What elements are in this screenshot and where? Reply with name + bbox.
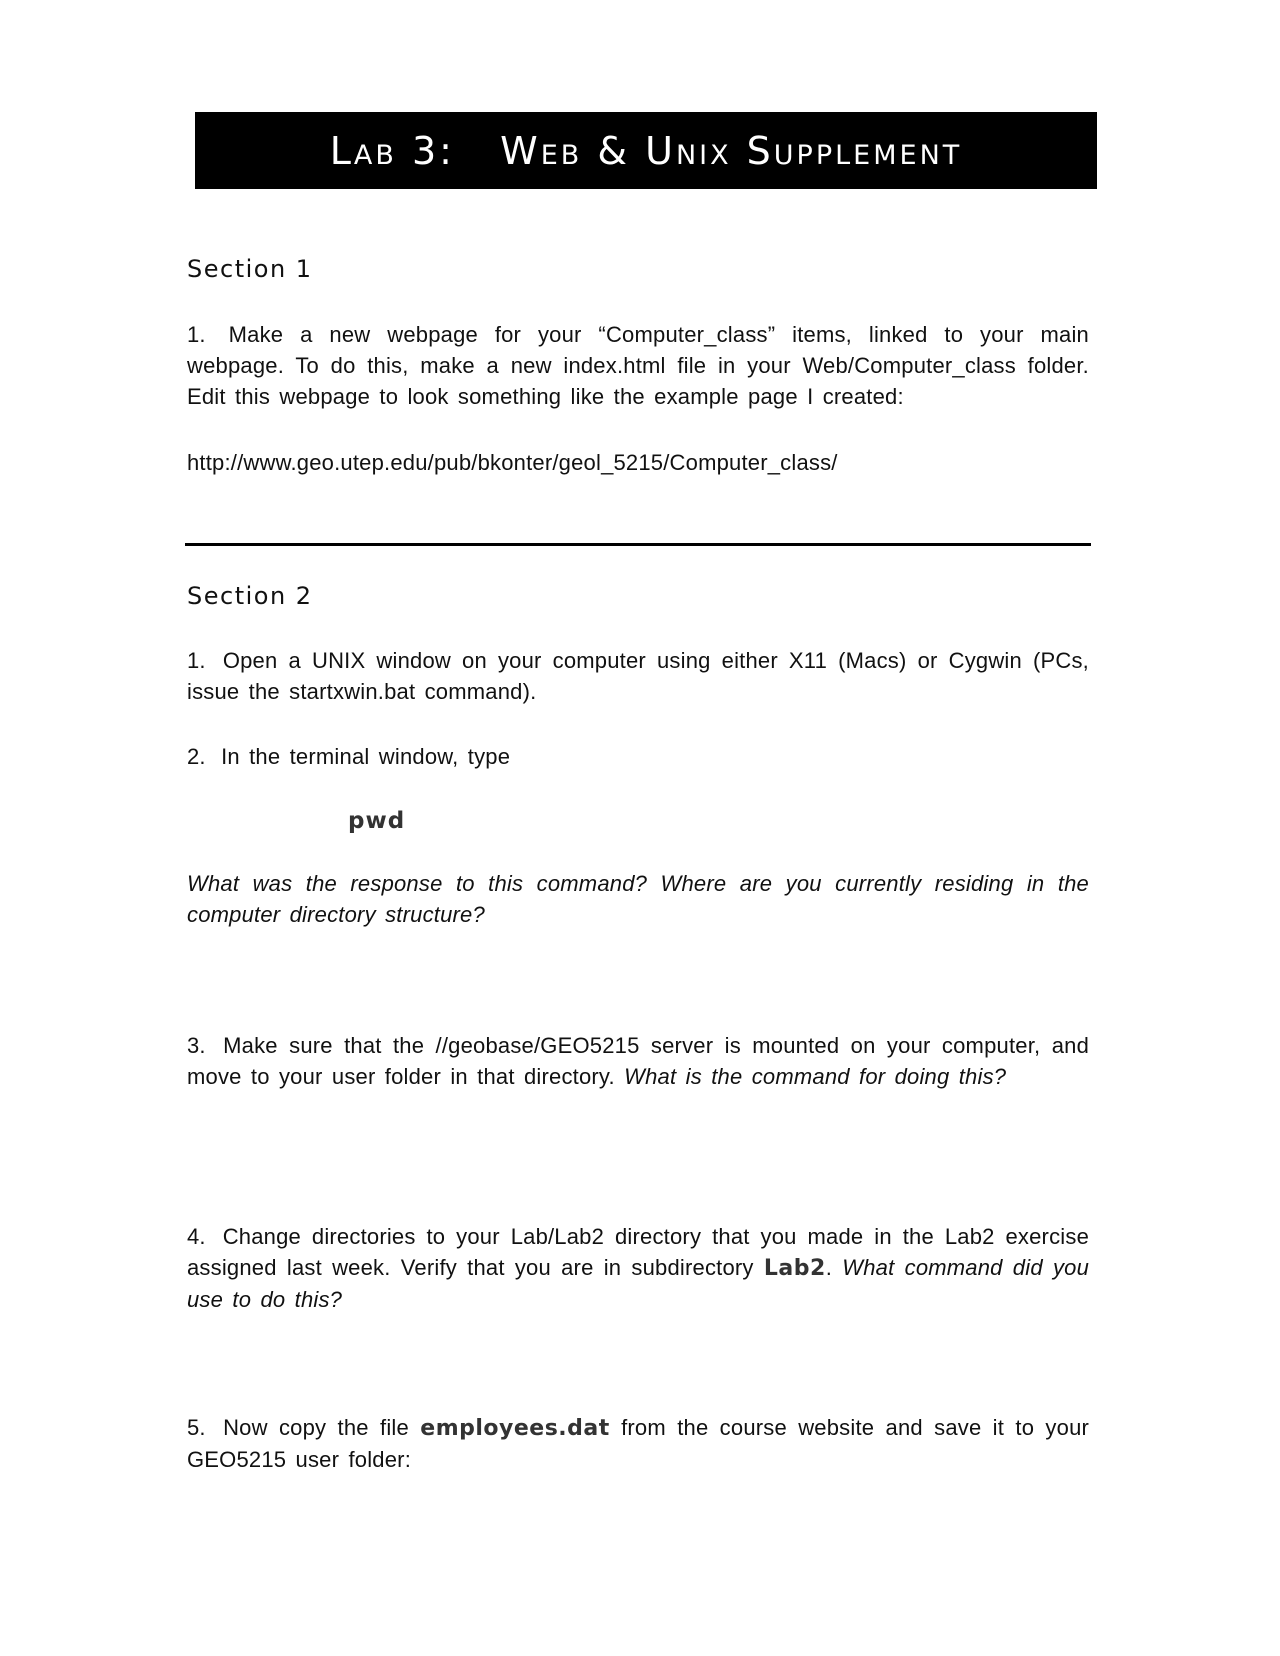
- item-text: Change directories to your Lab/Lab2 directory that you made in the Lab2 exercise assigned last week. Verify that you are in subdirectory: [187, 1224, 1090, 1280]
- section-2-item-1: [187, 645, 1089, 707]
- example-url: http://www.geo.utep.edu/pub/bkonter/geol_5215/Computer_class/: [187, 450, 838, 475]
- item-text-after: from the course website and save it to your GEO5215 user folder:: [187, 1415, 1090, 1472]
- item-number: 3.: [187, 1033, 206, 1058]
- page-title: Lab 3: Web & Unix Supplement: [329, 128, 963, 173]
- item-text: Open a UNIX window on your computer using either X11 (Macs) or Cygwin (PCs, issue the startxwin.bat command).: [187, 648, 1089, 704]
- section-2-heading: Section 2: [187, 582, 313, 610]
- item-text-after: .: [825, 1255, 833, 1280]
- section-2-item-5: [187, 1412, 1089, 1475]
- item-text: Now copy the file: [223, 1415, 409, 1440]
- item-question: What command did you use to do this?: [187, 1255, 1090, 1312]
- directory-name: Lab2: [763, 1256, 826, 1281]
- file-name: employees.dat: [420, 1416, 610, 1441]
- item-number: 4.: [187, 1224, 206, 1249]
- section-divider: [185, 543, 1091, 546]
- item-number: 2.: [187, 744, 206, 769]
- item-text: Make sure that the //geobase/GEO5215 server is mounted on your computer, and move to your user folder in that directory.: [187, 1033, 1089, 1089]
- section-1-heading: Section 1: [187, 255, 313, 283]
- item-number: 1.: [187, 648, 206, 673]
- section-2-item-2-question: What was the response to this command? Where are you currently residing in the computer directory structure?: [187, 871, 1089, 927]
- item-text: Make a new webpage for your “Computer_class” items, linked to your main webpage. To do this, make a new index.html file in your Web/Computer_class folder. Edit this webpage to look something like the example page I created:: [187, 322, 1089, 409]
- item-question: What is the command for doing this?: [624, 1064, 1007, 1089]
- pwd-command: pwd: [348, 808, 406, 834]
- section-2-item-4: [187, 1221, 1089, 1315]
- item-text: In the terminal window, type: [221, 744, 511, 769]
- section-2-item-3: [187, 1030, 1089, 1092]
- item-number: 1.: [187, 322, 206, 347]
- section-1-item-1: [187, 319, 1089, 412]
- title-banner: [195, 112, 1097, 189]
- item-number: 5.: [187, 1415, 206, 1440]
- section-2-item-2: [187, 741, 1089, 772]
